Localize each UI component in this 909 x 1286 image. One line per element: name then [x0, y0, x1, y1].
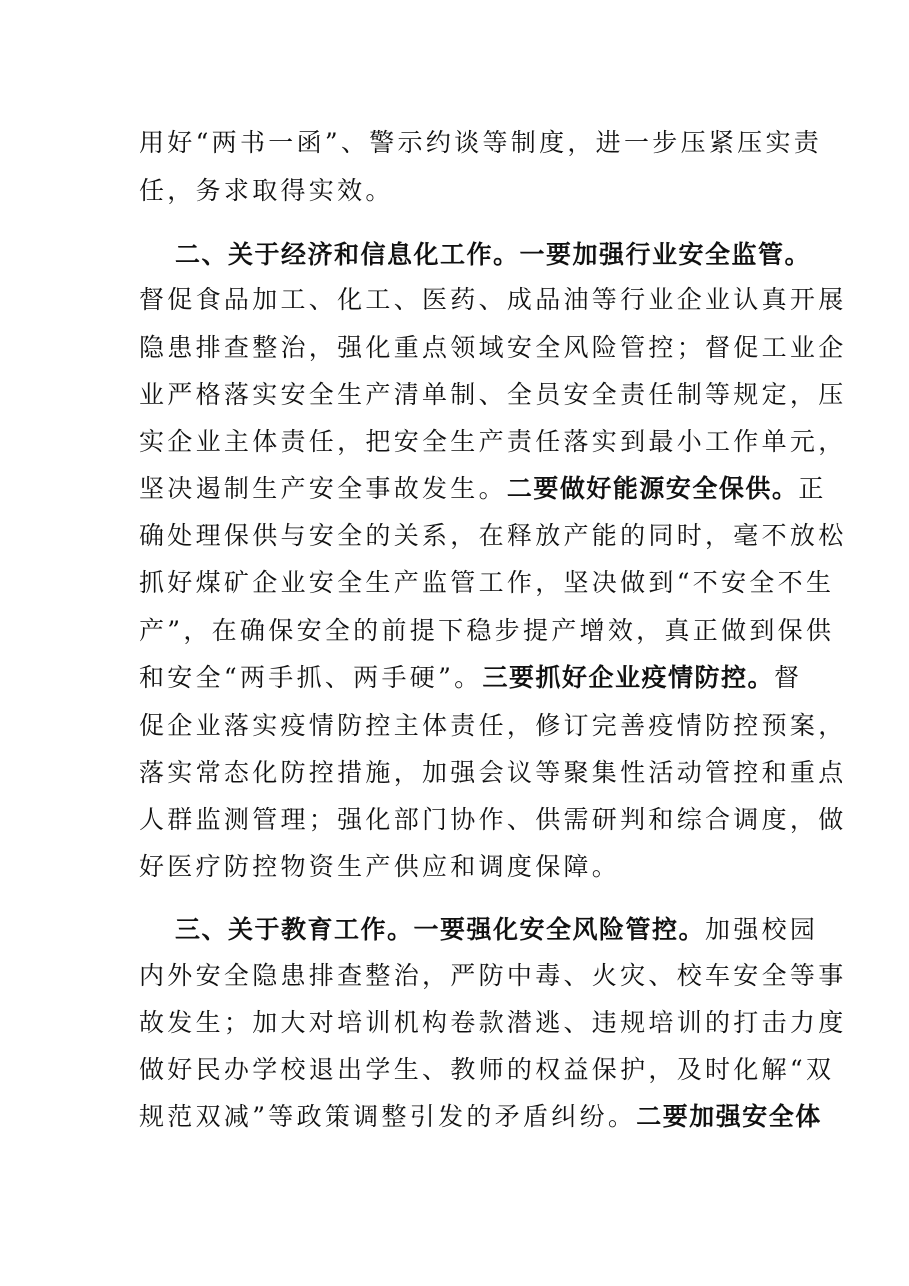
text-line: 隐患排查整治，强化重点领域安全风险管控；督促工业企: [139, 333, 847, 362]
text-line: 内外安全隐患排查整治，严防中毒、火灾、校车安全等事: [139, 961, 847, 990]
plain-text: 和安全“两手抓、两手硬”。: [139, 663, 483, 692]
text-line: 做好民办学校退出学生、教师的权益保护，及时化解“双: [139, 1055, 835, 1084]
text-line: 确处理保供与安全的关系，在释放产能的同时，毫不放松: [139, 521, 847, 550]
text-line: 抓好煤矿企业安全生产监管工作，坚决做到“不安全不生: [139, 568, 835, 597]
text-line: 用好“两书一函”、警示约谈等制度，进一步压紧压实责: [139, 128, 823, 157]
text-line: [139, 1093, 822, 1141]
text-line: 产”，在确保安全的前提下稳步提产增效，真正做到保供: [139, 616, 835, 645]
plain-text: 规范双减”等政策调整引发的矛盾纠纷。: [139, 1102, 637, 1131]
bold-text: 三、关于教育工作。一要强化安全风险管控。: [175, 915, 706, 944]
plain-text: 正: [798, 474, 827, 503]
bold-text: 二、关于经济和信息化工作。一要加强行业安全监管。: [175, 240, 812, 269]
text-line: 任，务求取得实效。: [139, 176, 394, 205]
plain-text: 督: [773, 663, 803, 692]
text-line: 故发生；加大对培训机构卷款潜逃、违规培训的打击力度: [139, 1008, 847, 1037]
section-heading-education: [175, 906, 819, 954]
section-heading-economy: [175, 231, 812, 279]
text-line: [139, 654, 803, 702]
text-line: 实企业主体责任，把安全生产责任落实到最小工作单元，: [139, 427, 847, 456]
text-line: 促企业落实疫情防控主体责任，修订完善疫情防控预案，: [139, 711, 847, 740]
text-line: 好医疗防控物资生产供应和调度保障。: [139, 852, 621, 881]
text-line: 落实常态化防控措施，加强会议等聚集性活动管控和重点: [139, 758, 847, 787]
bold-text: 二要做好能源安全保供。: [506, 474, 799, 503]
text-line: 督促食品加工、化工、医药、成品油等行业企业认真开展: [139, 285, 847, 314]
plain-text: 坚决遏制生产安全事故发生。: [139, 474, 507, 503]
bold-text: 三要抓好企业疫情防控。: [482, 663, 774, 692]
text-line: 业严格落实安全生产清单制、全员安全责任制等规定，压: [139, 380, 847, 409]
text-line: 人群监测管理；强化部门协作、供需研判和综合调度，做: [139, 805, 847, 834]
bold-text: 二要加强安全体: [636, 1102, 822, 1131]
text-line: [139, 465, 827, 513]
plain-text: 加强校园: [705, 915, 819, 944]
